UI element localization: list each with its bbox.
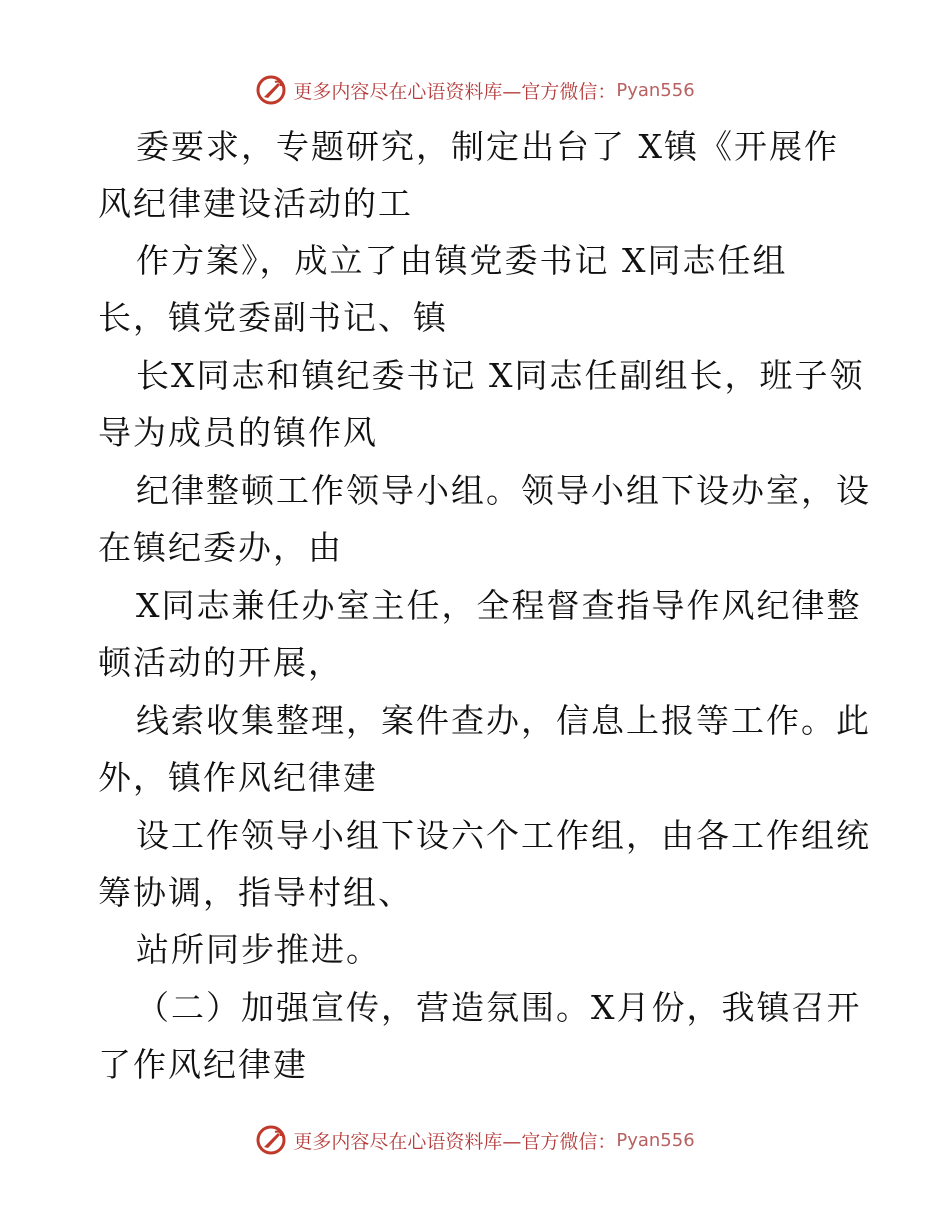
watermark-contact: Pyan556 <box>616 79 695 101</box>
text-line: 长X同志和镇纪委书记 X同志任副组长，班子领 <box>136 356 865 395</box>
footer-watermark <box>0 1124 950 1156</box>
watermark-text: 更多内容尽在心语资料库—官方微信： <box>293 1130 617 1153</box>
feather-seal-icon <box>255 74 287 106</box>
text-line: 了作风纪律建 <box>98 1045 308 1084</box>
text-line: X同志兼任办室主任，全程督查指导作风纪律整 <box>136 586 862 625</box>
text-line: 在镇纪委办，由 <box>98 528 343 567</box>
text-line: 设工作领导小组下设六个工作组，由各工作组统 <box>136 816 871 855</box>
text-line: 顿活动的开展， <box>98 643 343 682</box>
text-line: 作方案》，成立了由镇党委书记 X同志任组 <box>136 241 788 280</box>
text-line: 委要求，专题研究，制定出台了 X镇《开展作 <box>136 127 839 166</box>
text-line: 纪律整顿工作领导小组。领导小组下设办室，设 <box>136 471 871 510</box>
feather-seal-icon <box>255 1124 287 1156</box>
watermark-contact: Pyan556 <box>616 1129 695 1151</box>
header-watermark <box>0 74 950 106</box>
text-line: 线索收集整理，案件查办，信息上报等工作。此 <box>136 701 871 740</box>
text-line: 导为成员的镇作风 <box>98 413 378 452</box>
text-line: （二）加强宣传，营造氛围。X月份，我镇召开 <box>136 988 862 1027</box>
watermark-text: 更多内容尽在心语资料库—官方微信： <box>293 80 617 103</box>
text-line: 筹协调，指导村组、 <box>98 873 413 912</box>
text-line: 风纪律建设活动的工 <box>98 184 413 223</box>
text-line: 站所同步推进。 <box>136 930 381 969</box>
text-line: 长，镇党委副书记、镇 <box>98 298 448 337</box>
text-line: 外，镇作风纪律建 <box>98 758 378 797</box>
